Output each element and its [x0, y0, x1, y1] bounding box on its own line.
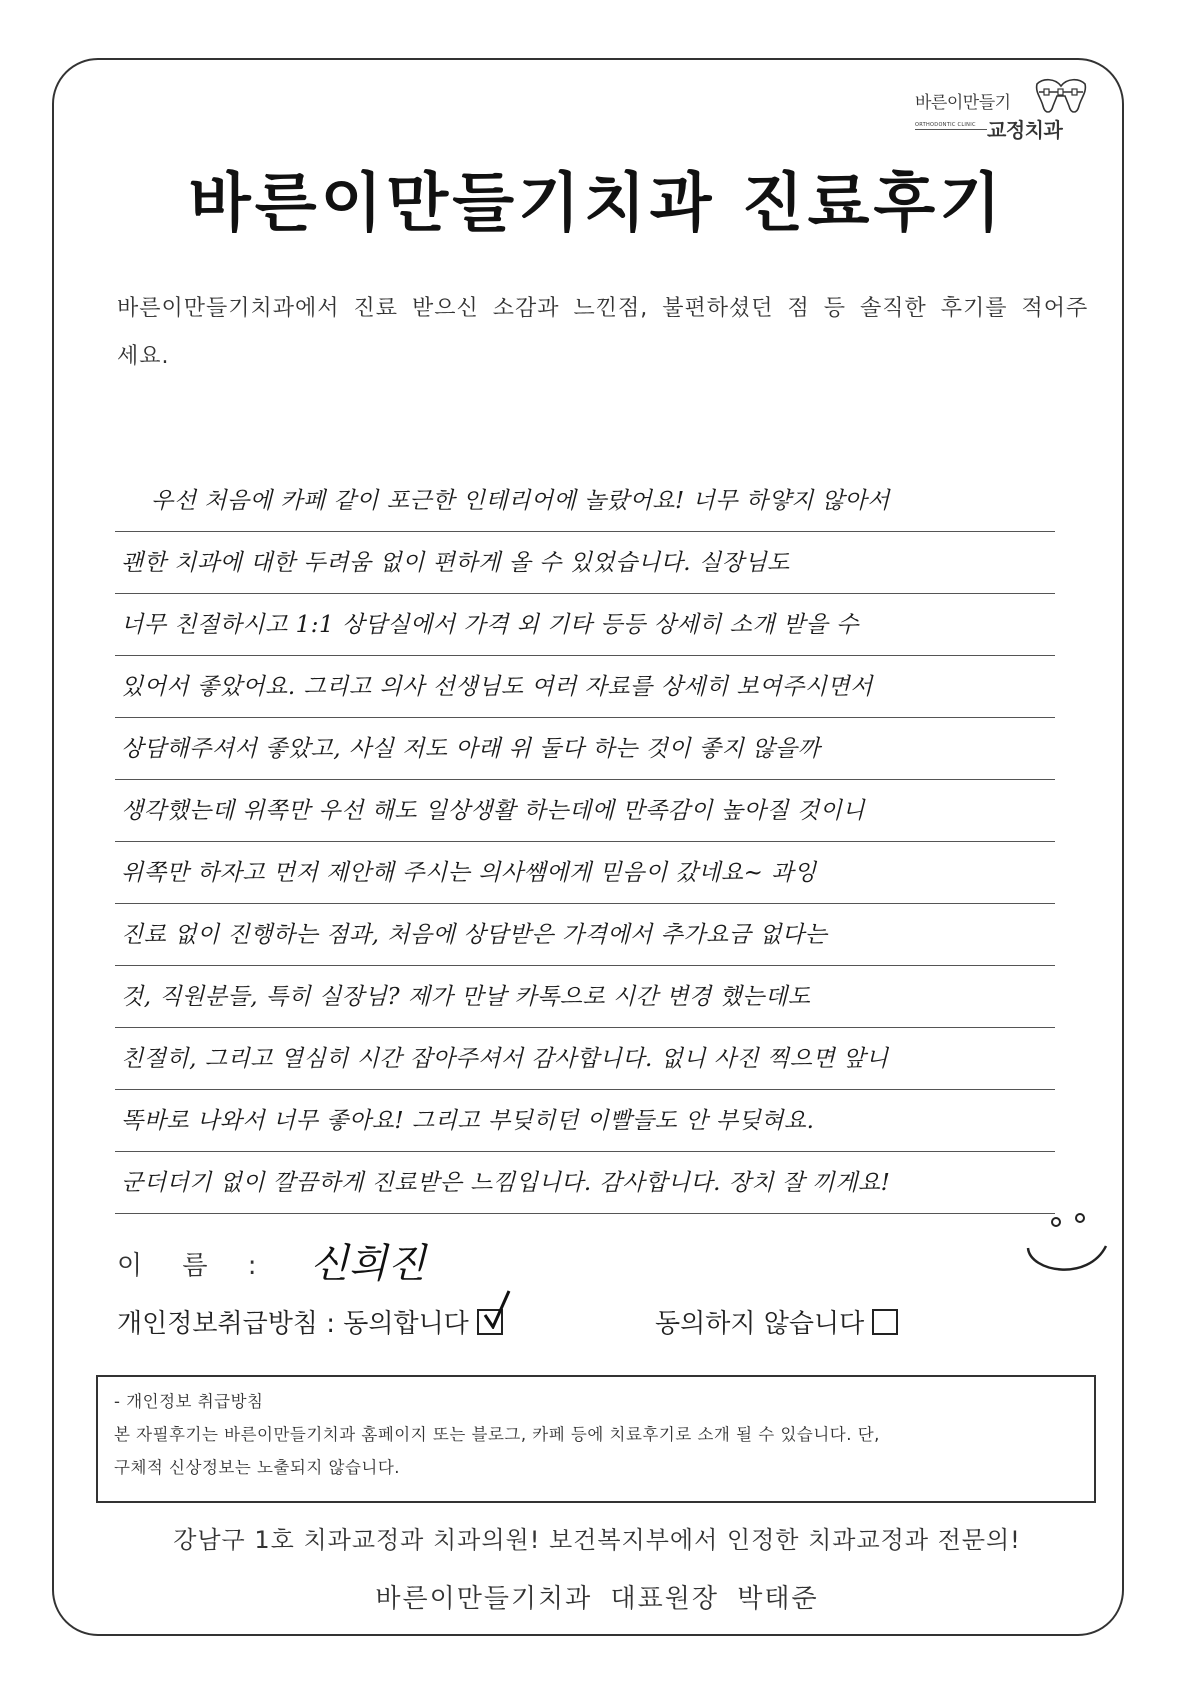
review-line: 생각했는데 위쪽만 우선 해도 일상생활 하는데에 만족감이 높아질 것이니 [115, 780, 1055, 842]
signature: 신희진 [310, 1241, 426, 1287]
footer-director: 바른이만들기치과 대표원장 박태준 [375, 1584, 819, 1614]
review-line: 우선 처음에 카페 같이 포근한 인테리어에 놀랐어요! 너무 하얗지 않아서 [115, 470, 1055, 532]
smiley-drawing [1022, 1210, 1112, 1290]
agree-checkbox[interactable] [477, 1309, 503, 1335]
review-body [115, 470, 1055, 1214]
disagree-checkbox[interactable] [872, 1309, 898, 1335]
notice-line: 본 자필후기는 바른이만들기치과 홈페이지 또는 블로그, 카페 등에 치료후기로 소개 될 수 있습니다. 단, [114, 1425, 880, 1444]
review-line: 상담해주셔서 좋았고, 사실 저도 아래 위 둘다 하는 것이 좋지 않을까 [115, 718, 1055, 780]
review-line: 위쪽만 하자고 먼저 제안해 주시는 의사쌤에게 믿음이 갔네요~ 과잉 [115, 842, 1055, 904]
review-line: 있어서 좋았어요. 그리고 의사 선생님도 여러 자료를 상세히 보여주시면서 [115, 656, 1055, 718]
consent-agree [117, 1303, 503, 1340]
consent-disagree-label: 동의하지 않습니다 [655, 1309, 865, 1339]
logo-type: 교정치과 [987, 118, 1063, 142]
consent-disagree [655, 1303, 898, 1340]
logo-subtitle: ORTHODONTIC CLINIC [915, 122, 976, 128]
privacy-notice [96, 1375, 1096, 1503]
review-line: 것, 직원분들, 특히 실장님? 제가 만날 카톡으로 시간 변경 했는데도 [115, 966, 1055, 1028]
tooth-logo-icon [1033, 78, 1089, 116]
name-row [117, 1245, 273, 1282]
page-title: 바른이만들기치과 진료후기 [188, 167, 1006, 241]
clinic-logo [915, 78, 1115, 142]
consent-agree-label: 개인정보취급방침 : 동의합니다 [117, 1309, 469, 1339]
review-line: 군더더기 없이 깔끔하게 진료받은 느낌입니다. 감사합니다. 장치 잘 끼게요! [115, 1152, 1055, 1214]
footer-slogan: 강남구 1호 치과교정과 치과의원! 보건복지부에서 인정한 치과교정과 전문의! [173, 1526, 1021, 1554]
review-line: 친절히, 그리고 열심히 시간 잡아주셔서 감사합니다. 없니 사진 찍으면 앞니 [115, 1028, 1055, 1090]
intro-text: 바른이만들기치과에서 진료 받으신 소감과 느낀점, 불편하셨던 점 등 솔직한 후기를 적어주세요. [117, 296, 1089, 369]
notice-heading: - 개인정보 취급방침 [114, 1392, 264, 1411]
logo-name: 바른이만들기 [915, 93, 1011, 113]
check-mark-icon [481, 1289, 513, 1329]
logo-divider [915, 129, 987, 130]
name-label: 이 름 : [117, 1251, 273, 1281]
review-line: 너무 친절하시고 1:1 상담실에서 가격 외 기타 등등 상세히 소개 받을 수 [115, 594, 1055, 656]
review-line: 똑바로 나와서 너무 좋아요! 그리고 부딪히던 이빨들도 안 부딪혀요. [115, 1090, 1055, 1152]
review-line: 괜한 치과에 대한 두려움 없이 편하게 올 수 있었습니다. 실장님도 [115, 532, 1055, 594]
notice-line: 구체적 신상정보는 노출되지 않습니다. [114, 1458, 401, 1477]
review-line: 진료 없이 진행하는 점과, 처음에 상담받은 가격에서 추가요금 없다는 [115, 904, 1055, 966]
